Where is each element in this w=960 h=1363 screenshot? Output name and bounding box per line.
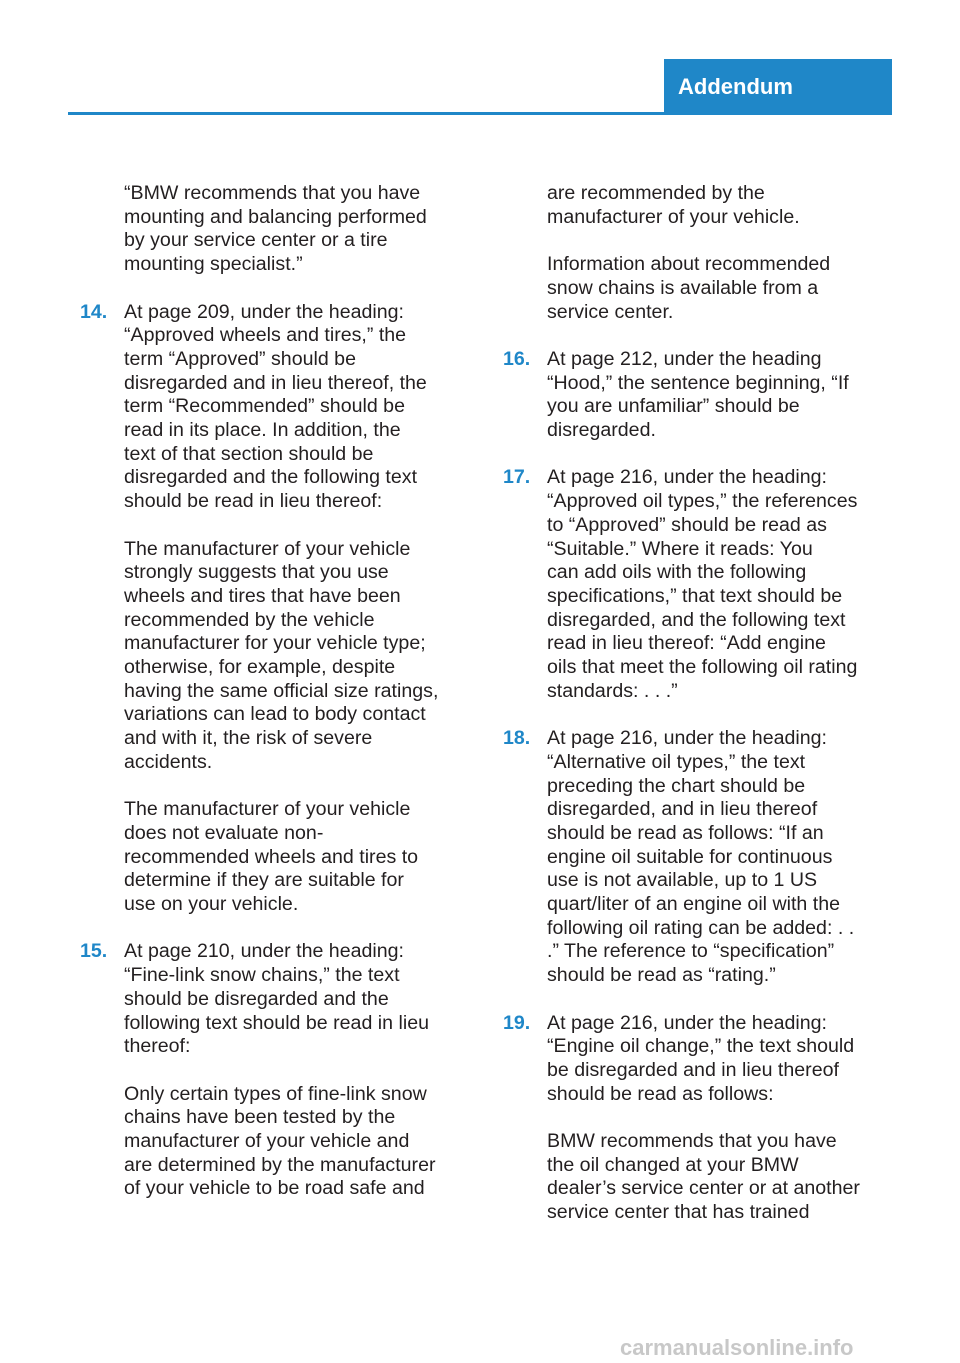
item-text: At page 209, under the heading: “Approved wheels and tires,” the term “Approved” should be disregarded and in lieu thereof, the term “Recommended” should be read in its place. In addition, the text of that section should be disregarded and the following text should be read in lieu thereof:	[124, 300, 427, 513]
section-title: Addendum	[678, 74, 793, 99]
evaluation-paragraph: The manufacturer of your vehicle does not evaluate non- recommended wheels and tires to determine if they are suitable for use on your vehicle.	[124, 798, 419, 916]
item-text: At page 210, under the heading: “Fine-link snow chains,” the text should be disregarded and the following text should be read in lieu thereof:	[124, 940, 429, 1058]
list-item-14	[80, 301, 470, 514]
item-number: 19.	[503, 1011, 531, 1034]
list-item-17	[503, 466, 893, 703]
item-number: 14.	[80, 300, 108, 323]
snow-chains-paragraph: Only certain types of fine-link snow chains have been tested by the manufacturer of your vehicle and are determined by the manufacturer of your vehicle to be road safe and	[124, 1082, 436, 1200]
intro-paragraph: “BMW recommends that you have mounting and balancing performed by your service center or a tire mounting specialist.”	[124, 182, 427, 276]
list-item-16	[503, 348, 893, 443]
snow-chains-info-paragraph: Information about recommended snow chains is available from a service center.	[547, 253, 831, 323]
item-text: At page 216, under the heading: “Engine oil change,” the text should be disregarded and in lieu thereof should be read as follows:	[547, 1011, 855, 1105]
list-item-18	[503, 727, 893, 988]
section-tab	[664, 59, 892, 115]
item-number: 17.	[503, 466, 531, 489]
item-number: 16.	[503, 347, 531, 370]
watermark: carmanualsonline.info	[620, 1335, 854, 1360]
item-number: 18.	[503, 727, 531, 750]
item-number: 15.	[80, 940, 108, 963]
oil-change-paragraph: BMW recommends that you have the oil changed at your BMW dealer’s service center or at another service center that has trained	[547, 1130, 860, 1224]
left-column	[80, 182, 470, 1225]
list-item-15	[80, 940, 470, 1059]
item-text: At page 212, under the heading “Hood,” the sentence beginning, “If you are unfamiliar” should be disregarded.	[547, 347, 849, 441]
item-text: At page 216, under the heading: “Alternative oil types,” the text preceding the chart should be disregarded, and in lieu thereof should be read as follows: “If an engine oil suitable for continuous use is not available, up to 1 US quart/liter of an engine oil with the following oil rating can be added: . . .” The reference to “specification” should be read as “rating.”	[547, 727, 855, 987]
continued-paragraph: are recommended by the manufacturer of your vehicle.	[547, 182, 800, 228]
wheels-paragraph: The manufacturer of your vehicle strongly suggests that you use wheels and tires that have been recommended by the vehicle manufacturer for your vehicle type; otherwise, for example, despite having the same official size ratings, variations can lead to body contact and with it, the risk of severe accidents.	[124, 537, 439, 773]
right-column	[503, 182, 893, 1249]
list-item-19	[503, 1012, 893, 1107]
item-text: At page 216, under the heading: “Approved oil types,” the references to “Approved” should be read as “Suitable.” Where it reads: You can add oils with the following specifications,” that text should be disregarded, and the following text read in lieu thereof: “Add engine oils that meet the following oil rating standards: . . .”	[547, 466, 858, 702]
